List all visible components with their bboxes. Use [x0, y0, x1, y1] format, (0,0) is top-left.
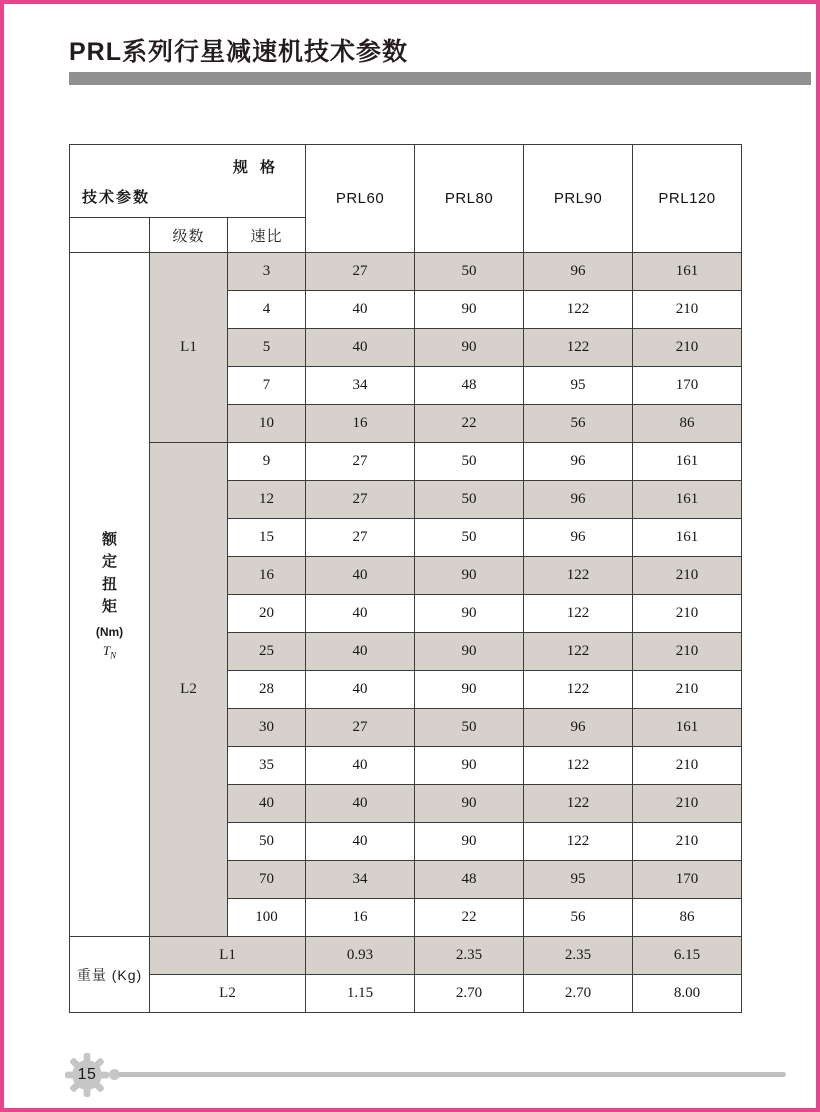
weight-stage-cell: L2 — [150, 975, 306, 1013]
value-cell: 40 — [306, 785, 415, 823]
ratio-cell: 16 — [228, 557, 306, 595]
torque-cell — [70, 253, 150, 937]
column-header-prl90: PRL90 — [524, 145, 633, 253]
torque-symbol: $T_N$ — [102, 642, 117, 661]
value-cell: 34 — [306, 367, 415, 405]
ratio-cell: 70 — [228, 861, 306, 899]
value-cell: 50 — [415, 481, 524, 519]
column-header-prl80: PRL80 — [415, 145, 524, 253]
weight-value-cell: 6.15 — [633, 937, 742, 975]
weight-stage-cell: L1 — [150, 937, 306, 975]
ratio-cell: 3 — [228, 253, 306, 291]
weight-value-cell: 2.35 — [524, 937, 633, 975]
weight-label-cell: 重量 (Kg) — [70, 937, 150, 1013]
value-cell: 56 — [524, 405, 633, 443]
value-cell: 96 — [524, 481, 633, 519]
value-cell: 96 — [524, 443, 633, 481]
value-cell: 16 — [306, 899, 415, 937]
value-cell: 50 — [415, 519, 524, 557]
value-cell: 90 — [415, 557, 524, 595]
value-cell: 27 — [306, 481, 415, 519]
title-underline-bar — [69, 72, 811, 85]
weight-value-cell: 8.00 — [633, 975, 742, 1013]
value-cell: 96 — [524, 709, 633, 747]
value-cell: 27 — [306, 519, 415, 557]
value-cell: 161 — [633, 443, 742, 481]
ratio-cell: 10 — [228, 405, 306, 443]
value-cell: 90 — [415, 671, 524, 709]
value-cell: 40 — [306, 633, 415, 671]
value-cell: 27 — [306, 709, 415, 747]
value-cell: 90 — [415, 785, 524, 823]
ratio-cell: 28 — [228, 671, 306, 709]
value-cell: 96 — [524, 253, 633, 291]
column-header-prl120: PRL120 — [633, 145, 742, 253]
value-cell: 95 — [524, 861, 633, 899]
ratio-cell: 100 — [228, 899, 306, 937]
spec-label: 规 格 — [232, 159, 280, 176]
params-label: 技术参数 — [82, 189, 151, 206]
page-number: 15 — [77, 1066, 97, 1083]
value-cell: 90 — [415, 329, 524, 367]
value-cell: 86 — [633, 405, 742, 443]
blank-header-cell — [70, 218, 150, 253]
value-cell: 122 — [524, 595, 633, 633]
value-cell: 122 — [524, 823, 633, 861]
weight-value-cell: 2.70 — [415, 975, 524, 1013]
value-cell: 48 — [415, 861, 524, 899]
value-cell: 27 — [306, 253, 415, 291]
ratio-cell: 40 — [228, 785, 306, 823]
value-cell: 90 — [415, 747, 524, 785]
table-row — [70, 443, 742, 481]
ratio-cell: 50 — [228, 823, 306, 861]
value-cell: 210 — [633, 785, 742, 823]
torque-label — [70, 529, 149, 661]
value-cell: 122 — [524, 291, 633, 329]
value-cell: 210 — [633, 557, 742, 595]
table-row — [70, 253, 742, 291]
value-cell: 210 — [633, 747, 742, 785]
value-cell: 40 — [306, 595, 415, 633]
value-cell: 27 — [306, 443, 415, 481]
spec-table — [69, 144, 742, 1013]
ratio-cell: 7 — [228, 367, 306, 405]
column-header-prl60: PRL60 — [306, 145, 415, 253]
ratio-cell: 12 — [228, 481, 306, 519]
value-cell: 50 — [415, 443, 524, 481]
weight-value-cell: 2.35 — [415, 937, 524, 975]
value-cell: 90 — [415, 823, 524, 861]
value-cell: 22 — [415, 405, 524, 443]
value-cell: 210 — [633, 633, 742, 671]
weight-value-cell: 2.70 — [524, 975, 633, 1013]
value-cell: 56 — [524, 899, 633, 937]
value-cell: 50 — [415, 709, 524, 747]
ratio-cell: 5 — [228, 329, 306, 367]
stage-cell: L1 — [150, 253, 228, 443]
ratio-cell: 30 — [228, 709, 306, 747]
value-cell: 90 — [415, 633, 524, 671]
value-cell: 40 — [306, 329, 415, 367]
value-cell: 210 — [633, 595, 742, 633]
value-cell: 40 — [306, 557, 415, 595]
value-cell: 122 — [524, 633, 633, 671]
value-cell: 40 — [306, 747, 415, 785]
value-cell: 161 — [633, 481, 742, 519]
value-cell: 34 — [306, 861, 415, 899]
value-cell: 122 — [524, 329, 633, 367]
ratio-cell: 4 — [228, 291, 306, 329]
value-cell: 161 — [633, 709, 742, 747]
table-corner-cell — [70, 145, 306, 218]
value-cell: 122 — [524, 785, 633, 823]
table-body — [70, 253, 742, 1013]
value-cell: 210 — [633, 671, 742, 709]
weight-value-cell: 1.15 — [306, 975, 415, 1013]
value-cell: 210 — [633, 823, 742, 861]
ratio-header: 速比 — [228, 218, 306, 253]
value-cell: 122 — [524, 671, 633, 709]
value-cell: 161 — [633, 519, 742, 557]
value-cell: 40 — [306, 823, 415, 861]
stage-header: 级数 — [150, 218, 228, 253]
value-cell: 50 — [415, 253, 524, 291]
value-cell: 210 — [633, 291, 742, 329]
torque-unit: (Nm) — [95, 624, 124, 639]
value-cell: 86 — [633, 899, 742, 937]
value-cell: 40 — [306, 671, 415, 709]
gear-icon — [64, 1052, 110, 1098]
ratio-cell: 15 — [228, 519, 306, 557]
value-cell: 16 — [306, 405, 415, 443]
ratio-cell: 9 — [228, 443, 306, 481]
value-cell: 90 — [415, 291, 524, 329]
value-cell: 122 — [524, 557, 633, 595]
value-cell: 90 — [415, 595, 524, 633]
value-cell: 96 — [524, 519, 633, 557]
value-cell: 170 — [633, 367, 742, 405]
weight-value-cell: 0.93 — [306, 937, 415, 975]
stage-cell: L2 — [150, 443, 228, 937]
torque-text: 额定扭矩 — [101, 530, 117, 616]
value-cell: 48 — [415, 367, 524, 405]
value-cell: 210 — [633, 329, 742, 367]
value-cell: 122 — [524, 747, 633, 785]
ratio-cell: 20 — [228, 595, 306, 633]
table-row — [70, 937, 742, 975]
page-footer — [64, 1052, 804, 1102]
value-cell: 40 — [306, 291, 415, 329]
ratio-cell: 35 — [228, 747, 306, 785]
value-cell: 22 — [415, 899, 524, 937]
value-cell: 170 — [633, 861, 742, 899]
page-title: PRL系列行星减速机技术参数 — [69, 38, 409, 66]
ratio-cell: 25 — [228, 633, 306, 671]
table-row — [70, 975, 742, 1013]
footer-line — [118, 1072, 786, 1077]
value-cell: 95 — [524, 367, 633, 405]
value-cell: 161 — [633, 253, 742, 291]
